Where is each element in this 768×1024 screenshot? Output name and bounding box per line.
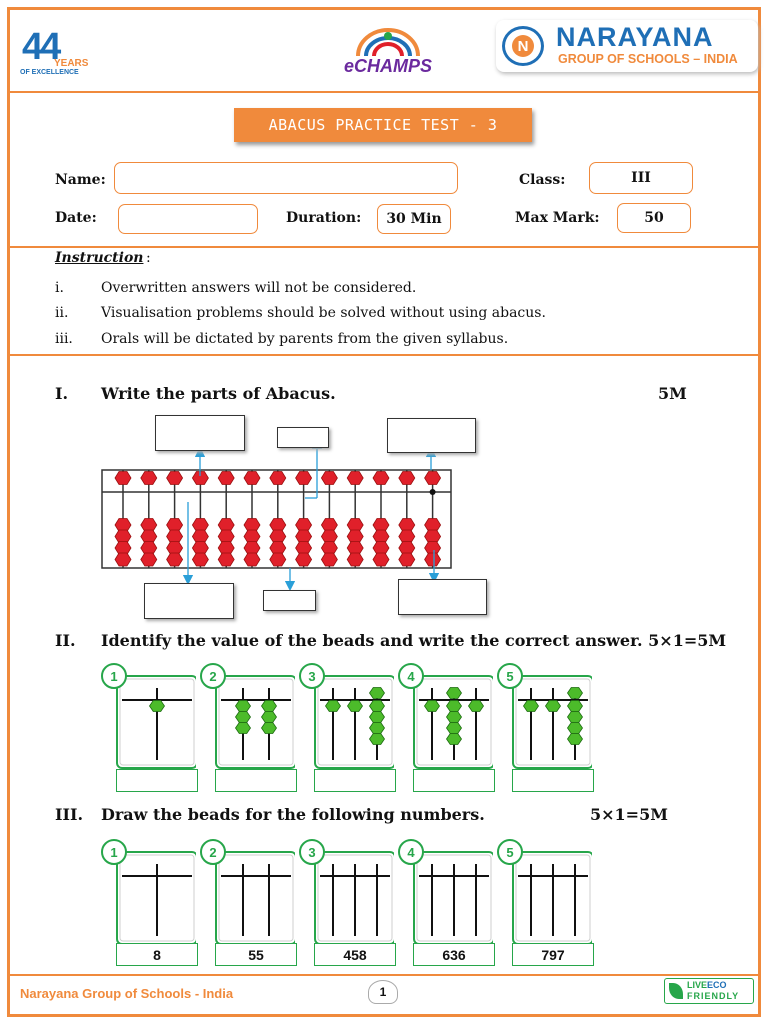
years-logo — [20, 28, 100, 78]
footer-org: Narayana Group of Schools - India — [20, 986, 234, 1001]
earth-bead — [192, 553, 208, 566]
earth-bead — [321, 530, 337, 543]
earth-bead — [321, 519, 337, 532]
earth-bead — [373, 530, 389, 543]
abacus-card — [199, 662, 283, 758]
earth-bead — [244, 530, 260, 543]
draw-number-box: 458 — [314, 943, 396, 966]
header-divider — [10, 91, 758, 93]
echamps-logo — [342, 28, 434, 80]
label-box-top-left[interactable] — [155, 415, 245, 451]
card-border — [216, 852, 295, 944]
earth-bead — [115, 553, 131, 566]
abacus-card — [496, 662, 580, 758]
earth-bead — [192, 519, 208, 532]
instruction-text-3: Orals will be dictated by parents from the given syllabus. — [101, 331, 509, 347]
card-number: 4 — [407, 669, 415, 684]
earth-bead — [167, 530, 183, 543]
instruction-text-2: Visualisation problems should be solved without using abacus. — [101, 305, 546, 321]
card-number: 1 — [110, 669, 118, 684]
name-field[interactable] — [114, 162, 458, 194]
abacus-card — [397, 662, 481, 758]
narayana-logo-panel — [496, 20, 758, 72]
green-bead — [447, 723, 462, 734]
earth-bead — [399, 553, 415, 566]
heaven-bead — [347, 472, 363, 485]
identify-answer-box[interactable] — [413, 769, 495, 792]
heaven-bead — [141, 472, 157, 485]
heaven-bead — [270, 472, 286, 485]
narayana-emblem-icon: N — [502, 26, 544, 66]
green-bead — [370, 734, 385, 745]
earth-bead — [321, 542, 337, 555]
section3-number: III. — [55, 805, 84, 824]
abacus-card — [397, 838, 481, 934]
heaven-bead — [425, 472, 441, 485]
instruction-num-2: ii. — [55, 305, 69, 321]
green-bead — [469, 701, 484, 712]
form-divider — [10, 246, 758, 248]
instruction-num-1: i. — [55, 280, 64, 296]
section3-text: Draw the beads for the following numbers. — [101, 805, 485, 824]
earth-bead — [115, 519, 131, 532]
earth-bead — [347, 542, 363, 555]
class-field[interactable]: III — [589, 162, 693, 194]
footer-divider — [10, 974, 758, 976]
earth-bead — [373, 553, 389, 566]
date-field[interactable] — [118, 204, 258, 234]
abacus-card — [100, 838, 184, 934]
years-sub: OF EXCELLENCE — [20, 69, 79, 76]
heaven-bead — [115, 472, 131, 485]
draw-number-box: 8 — [116, 943, 198, 966]
abacus-card — [298, 662, 382, 758]
earth-bead — [296, 553, 312, 566]
earth-bead — [167, 553, 183, 566]
label-box-top-right[interactable] — [387, 418, 476, 453]
green-bead — [348, 701, 363, 712]
echamps-emblem-icon — [342, 28, 434, 58]
earth-bead — [373, 519, 389, 532]
unit-rod-marker — [430, 489, 436, 495]
instruction-colon: : — [146, 250, 151, 266]
earth-bead — [270, 553, 286, 566]
years-text: YEARS — [54, 58, 89, 69]
earth-bead — [218, 542, 234, 555]
green-bead — [447, 734, 462, 745]
green-bead — [262, 701, 277, 712]
identify-answer-box[interactable] — [512, 769, 594, 792]
earth-bead — [347, 553, 363, 566]
draw-number-box: 797 — [512, 943, 594, 966]
earth-bead — [296, 519, 312, 532]
earth-bead — [218, 530, 234, 543]
green-bead — [326, 701, 341, 712]
class-label: Class: — [519, 172, 566, 188]
draw-number-box: 55 — [215, 943, 297, 966]
draw-number-box: 636 — [413, 943, 495, 966]
label-box-top-middle[interactable] — [277, 427, 329, 448]
earth-bead — [244, 542, 260, 555]
section1-marks: 5M — [658, 384, 687, 403]
brand-name: NARAYANA — [556, 22, 714, 52]
earth-bead — [141, 553, 157, 566]
echamps-text: eCHAMPS — [343, 56, 432, 76]
abacus-card — [496, 838, 580, 934]
page-number: 1 — [368, 980, 398, 1004]
section2-text: Identify the value of the beads and write the correct answer. 5×1=5M — [101, 631, 727, 650]
earth-bead — [192, 530, 208, 543]
green-bead — [236, 712, 251, 723]
green-bead — [150, 701, 165, 712]
heaven-bead — [399, 472, 415, 485]
card-number: 4 — [407, 845, 415, 860]
earth-bead — [296, 530, 312, 543]
green-bead — [262, 712, 277, 723]
eco-friendly-badge: LIVEECO FRIENDLY — [664, 978, 754, 1004]
earth-bead — [244, 519, 260, 532]
earth-bead — [425, 553, 441, 566]
instruction-text-1: Overwritten answers will not be considered. — [101, 280, 417, 296]
green-bead-upper — [447, 688, 462, 699]
identify-answer-box[interactable] — [116, 769, 198, 792]
brand-sub: GROUP OF SCHOOLS – INDIA — [558, 52, 738, 66]
heaven-bead — [218, 472, 234, 485]
maxmark-field: 50 — [617, 203, 691, 233]
earth-bead — [270, 542, 286, 555]
years-number: 44 — [22, 26, 59, 68]
card-number: 5 — [506, 845, 514, 860]
green-bead — [524, 701, 539, 712]
earth-bead — [347, 530, 363, 543]
section1-text: Write the parts of Abacus. — [101, 384, 336, 403]
heaven-bead — [244, 472, 260, 485]
earth-bead — [321, 553, 337, 566]
leaf-icon — [669, 983, 683, 999]
green-bead — [568, 701, 583, 712]
section3-marks: 5×1=5M — [590, 805, 668, 824]
earth-bead — [244, 553, 260, 566]
earth-bead — [141, 542, 157, 555]
card-number: 2 — [209, 845, 217, 860]
card-number: 2 — [209, 669, 217, 684]
identify-answer-box[interactable] — [215, 769, 297, 792]
earth-bead — [270, 519, 286, 532]
earth-bead — [347, 519, 363, 532]
green-bead — [568, 734, 583, 745]
card-number: 5 — [506, 669, 514, 684]
heaven-bead — [167, 472, 183, 485]
earth-bead — [399, 519, 415, 532]
green-bead — [447, 712, 462, 723]
green-bead — [370, 701, 385, 712]
maxmark-label: Max Mark: — [515, 210, 600, 226]
earth-bead — [141, 519, 157, 532]
instruction-divider — [10, 354, 758, 356]
section1-number: I. — [55, 384, 69, 403]
earth-bead — [115, 542, 131, 555]
green-bead — [236, 701, 251, 712]
green-bead-upper — [568, 688, 583, 699]
earth-bead — [425, 542, 441, 555]
green-bead — [425, 701, 440, 712]
earth-bead — [399, 542, 415, 555]
green-bead — [370, 712, 385, 723]
earth-bead — [373, 542, 389, 555]
name-label: Name: — [55, 172, 106, 188]
green-bead — [546, 701, 561, 712]
card-number: 1 — [110, 845, 118, 860]
abacus-card — [100, 662, 184, 758]
earth-bead — [270, 530, 286, 543]
card-number: 3 — [308, 845, 316, 860]
earth-bead — [141, 530, 157, 543]
earth-bead — [115, 530, 131, 543]
duration-field: 30 Min — [377, 204, 451, 234]
instruction-num-3: iii. — [55, 331, 73, 347]
label-box-bottom-left[interactable] — [144, 583, 234, 619]
abacus-card — [298, 838, 382, 934]
heaven-bead — [321, 472, 337, 485]
label-box-bottom-middle[interactable] — [263, 590, 316, 611]
duration-label: Duration: — [286, 210, 362, 226]
earth-bead — [218, 519, 234, 532]
green-bead — [568, 712, 583, 723]
heaven-bead — [296, 472, 312, 485]
date-label: Date: — [55, 210, 97, 226]
identify-answer-box[interactable] — [314, 769, 396, 792]
earth-bead — [296, 542, 312, 555]
earth-bead — [192, 542, 208, 555]
abacus-card — [199, 838, 283, 934]
heaven-bead — [373, 472, 389, 485]
green-bead — [236, 723, 251, 734]
green-bead — [447, 701, 462, 712]
green-bead — [262, 723, 277, 734]
earth-bead — [425, 519, 441, 532]
green-bead-upper — [370, 688, 385, 699]
label-box-bottom-right[interactable] — [398, 579, 487, 615]
section2-number: II. — [55, 631, 76, 650]
earth-bead — [167, 519, 183, 532]
green-bead — [568, 723, 583, 734]
earth-bead — [167, 542, 183, 555]
card-number: 3 — [308, 669, 316, 684]
earth-bead — [399, 530, 415, 543]
earth-bead — [218, 553, 234, 566]
instruction-heading: Instruction — [55, 250, 144, 266]
earth-bead — [425, 530, 441, 543]
green-bead — [370, 723, 385, 734]
card-border — [216, 676, 295, 768]
page-title: ABACUS PRACTICE TEST - 3 — [234, 108, 532, 142]
